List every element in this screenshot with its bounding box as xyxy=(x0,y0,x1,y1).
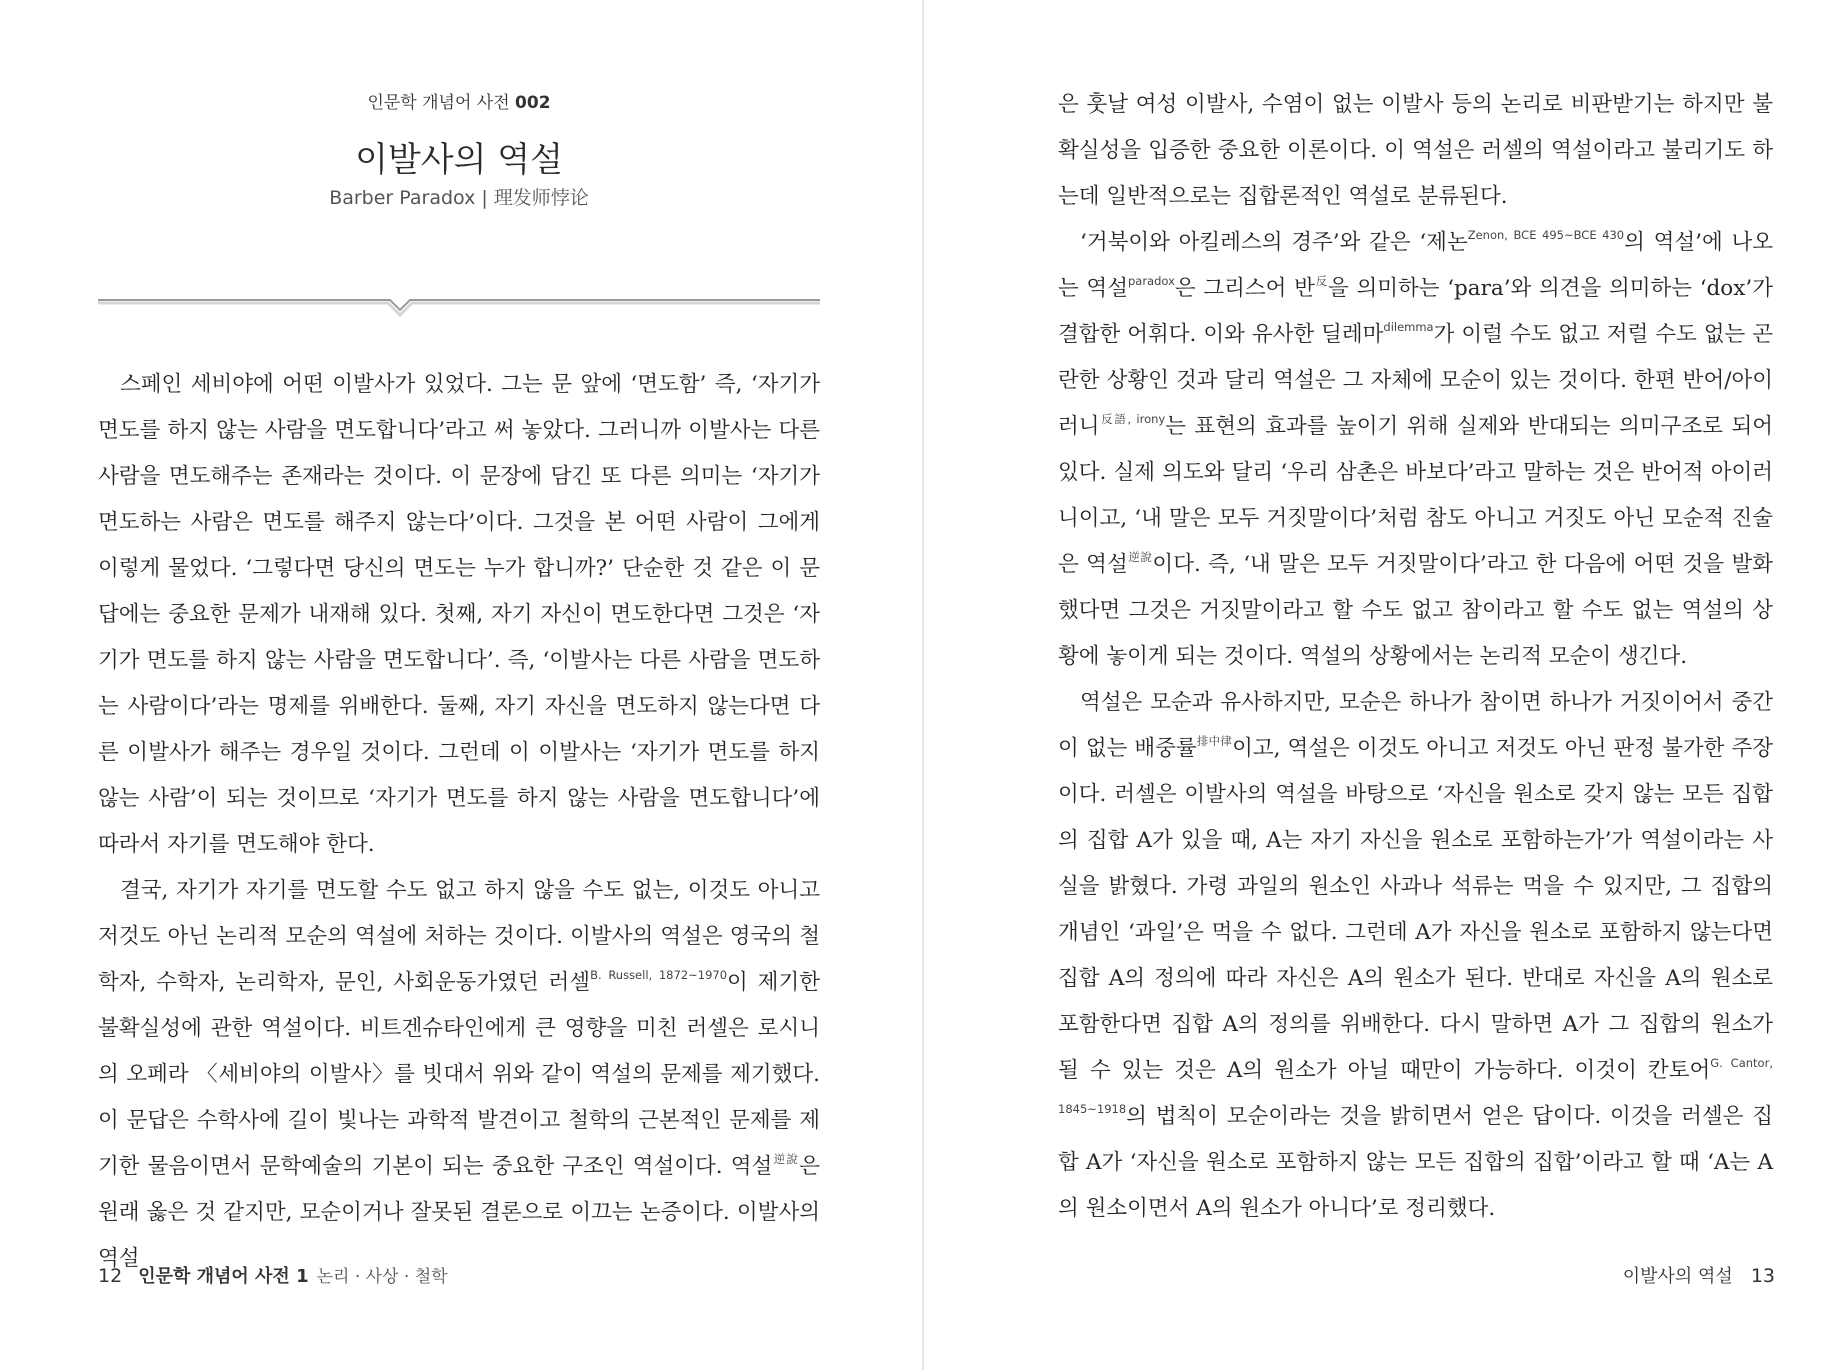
left-body-text xyxy=(98,362,820,1282)
text-run: 스페인 세비야에 어떤 이발사가 있었다. 그는 문 앞에 ‘면도함’ 즉, ‘자기가 면도를 하지 않는 사람을 면도합니다’라고 써 놓았다. 그러니까 이발사는 다른 사람을 면도해주는 존재라는 것이다. 이 문장에 담긴 또 다른 의미는 ‘자기가 면도하는 사람은 면도를 해주지 않는다’이다. 그것을 본 어떤 사람이 그에게 이렇게 물었다. ‘그렇다면 당신의 면도는 누가 합니까?’ 단순한 것 같은 이 문답에는 중요한 문제가 내재해 있다. 첫째, 자기 자신이 면도한다면 그것은 ‘자기가 면도를 하지 않는 사람을 면도합니다’. 즉, ‘이발사는 다른 사람을 면도하는 사람이다’라는 명제를 위배한다. 둘째, 자기 자신을 면도하지 않는다면 다른 이발사가 해주는 경우일 것이다. 그런데 이 이발사는 ‘자기가 면도를 하지 않는 사람’이 되는 것이므로 ‘자기가 면도를 하지 않는 사람을 면도합니다’에 따라서 자기를 면도해야 한다. xyxy=(98,372,820,857)
annotation-superscript: paradox xyxy=(1127,274,1175,288)
annotation-superscript: B. Russell, 1872~1970 xyxy=(590,968,728,982)
text-run: 을 의미하는 ‘para’와 의견을 의미하는 ‘dox’가 결합한 어휘다. 이와 유사한 딜레마 xyxy=(1058,276,1773,347)
text-run: 이 제기한 불확실성에 관한 역설이다. 비트겐슈타인에게 큰 영향을 미친 러셀은 로시니의 오페라 〈세비야의 이발사〉를 빗대서 위와 같이 역설의 문제를 제기했다. 이 문답은 수학사에 길이 빛나는 과학적 발견이고 철학의 근본적인 문제를 제기한 물음이면서 문학예술의 기본이 되는 중요한 구조인 역설이다. 역설 xyxy=(98,970,820,1179)
series-name: 인문학 개념어 사전 xyxy=(367,93,510,113)
annotation-superscript: Zenon, BCE 495~BCE 430 xyxy=(1467,228,1625,242)
annotation-superscript: 反語, irony xyxy=(1099,412,1166,426)
text-run: 결국, 자기가 자기를 면도할 수도 없고 하지 않을 수도 없는, 이것도 아니고 저것도 아닌 논리적 모순의 역설에 처하는 것이다. 이발사의 역설은 영국의 철학자, 수학자, 논리학자, 문인, 사회운동가였던 러셀 xyxy=(98,878,820,995)
footer-running-title: 이발사의 역설 xyxy=(1622,1266,1733,1287)
series-label xyxy=(98,88,820,113)
page-number-left: 12 xyxy=(98,1265,123,1287)
text-run: 은 원래 옳은 것 같지만, 모순이거나 잘못된 결론으로 이끄는 논증이다. 이발사의 역설 xyxy=(98,1154,821,1271)
annotation-superscript: 逆說 xyxy=(772,1152,800,1166)
paragraph xyxy=(98,362,820,868)
text-run: 은 훗날 여성 이발사, 수염이 없는 이발사 등의 논리로 비판받기는 하지만 불확실성을 입증한 중요한 이론이다. 이 역설은 러셀의 역설이라고 불리기도 하는데 일반적으로는 집합론적인 역설로 분류된다. xyxy=(1058,92,1773,209)
text-run: 의 법칙이 모순이라는 것을 밝히면서 얻은 답이다. 이것을 러셀은 집합 A가 ‘자신을 원소로 포함하지 않는 모든 집합의 집합’이라고 할 때 ‘A는 A의 원소이면서 A의 원소가 아니다’로 정리했다. xyxy=(1058,1104,1773,1221)
text-run: 는 표현의 효과를 높이기 위해 실제와 반대되는 의미구조로 되어 있다. 실제 의도와 달리 ‘우리 삼촌은 바보다’라고 말하는 것은 반어적 아이러니이고, ‘내 말은 모두 거짓말이다’처럼 참도 아니고 거짓도 아닌 모순적 진술은 역설 xyxy=(1058,414,1773,577)
paragraph xyxy=(1058,220,1773,680)
right-body-text xyxy=(1058,82,1773,1232)
text-run: 의 역설’에 나오는 역설 xyxy=(1058,230,1773,301)
page-number-right: 13 xyxy=(1750,1265,1775,1287)
paragraph xyxy=(1058,82,1773,220)
annotation-superscript: G. Cantor, 1845~1918 xyxy=(1058,1056,1773,1116)
entry-subtitle: Barber Paradox | 理发师悖论 xyxy=(329,187,589,209)
paragraph xyxy=(1058,680,1773,1232)
text-run: 은 그리스어 반 xyxy=(1174,276,1315,301)
text-run: 이고, 역설은 이것도 아니고 저것도 아닌 판정 불가한 주장이다. 러셀은 이발사의 역설을 바탕으로 ‘자신을 원소로 갖지 않는 모든 집합의 집합 A가 있을 때, A는 자기 자신을 원소로 포함하는가’가 역설이라는 사실을 밝혔다. 가령 과일의 원소인 사과나 석류는 먹을 수 있지만, 그 집합의 개념인 ‘과일’은 먹을 수 없다. 그런데 A가 자신을 원소로 포함하지 않는다면 집합 A의 정의에 따라 자신은 A의 원소가 된다. 반대로 자신을 A의 원소로 포함한다면 집합 A의 정의를 위배한다. 다시 말하면 A가 그 집합의 원소가 될 수 있는 것은 A의 원소가 아닐 때만이 가능하다. 이것이 칸토어 xyxy=(1058,736,1773,1083)
footer-book-title: 인문학 개념어 사전 1 xyxy=(138,1266,309,1287)
right-page xyxy=(924,0,1847,1370)
right-footer xyxy=(1623,1262,1775,1288)
text-run: ‘거북이와 아킬레스의 경주’와 같은 ‘제논 xyxy=(1080,230,1468,255)
entry-title: 이발사의 역설 xyxy=(355,140,563,180)
annotation-superscript: 排中律 xyxy=(1196,734,1233,748)
text-run: 역설은 모순과 유사하지만, 모순은 하나가 참이면 하나가 거짓이어서 중간이 없는 배중률 xyxy=(1058,690,1773,761)
left-page xyxy=(0,0,923,1370)
annotation-superscript: 反 xyxy=(1314,274,1329,288)
footer-book-subtitle: 논리 · 사상 · 철학 xyxy=(316,1267,448,1287)
title-divider xyxy=(98,298,820,318)
text-run: 가 이럴 수도 없고 저럴 수도 없는 곤란한 상황인 것과 달리 역설은 그 자체에 모순이 있는 것이다. 한편 반어/아이러니 xyxy=(1058,322,1773,439)
left-footer xyxy=(98,1262,448,1288)
paragraph xyxy=(98,868,820,1282)
series-number: 002 xyxy=(515,93,551,113)
text-run: 이다. 즉, ‘내 말은 모두 거짓말이다’라고 한 다음에 어떤 것을 발화했다면 그것은 거짓말이라고 할 수도 없고 참이라고 할 수도 없는 역설의 상황에 놓이게 되는 것이다. 역설의 상황에서는 논리적 모순이 생긴다. xyxy=(1058,552,1773,669)
annotation-superscript: 逆說 xyxy=(1127,550,1153,564)
annotation-superscript: dilemma xyxy=(1383,320,1434,334)
